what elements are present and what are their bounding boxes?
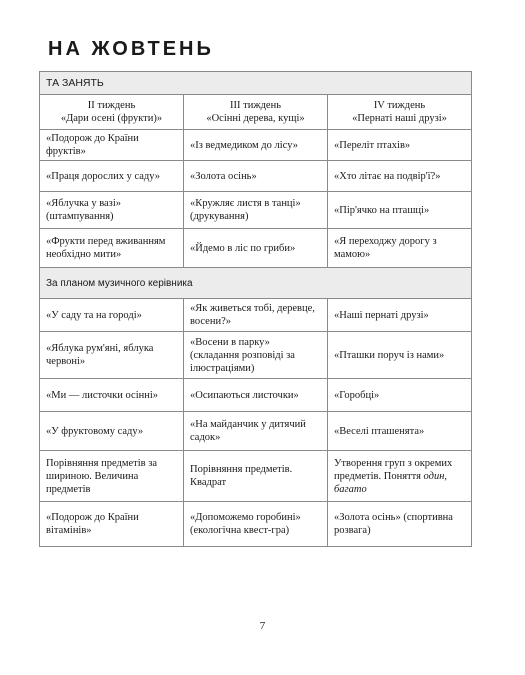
table-cell: «Фрукти перед вживанням необхідно мити»	[40, 229, 184, 268]
math-concepts-separator: ,	[444, 470, 448, 482]
page-number: 7	[259, 620, 266, 632]
music-note: За планом музичного керівника	[40, 268, 472, 299]
schedule-table	[39, 71, 472, 547]
week-header-3-label: III тиждень	[230, 100, 281, 111]
table-cell: «Пір'ячко на пташці»	[328, 192, 472, 229]
table-row	[40, 299, 472, 332]
table-cell: «Яблука рум'яні, яблука червоні»	[40, 332, 184, 379]
table-cell: «Горобці»	[328, 379, 472, 412]
table-cell: «Хто літає на подвір'ї?»	[328, 161, 472, 192]
table-cell: «Яблучка у вазі» (штампування)	[40, 192, 184, 229]
math-concept-one: один	[423, 470, 445, 482]
table-row	[40, 451, 472, 502]
table-cell: «Подорож до Країни вітамінів»	[40, 502, 184, 547]
table-cell: «Я переходжу дорогу з мамою»	[328, 229, 472, 268]
table-cell: «Допоможемо горобині» (екологічна квест-гра)	[184, 502, 328, 547]
table-cell: «Пташки поруч із нами»	[328, 332, 472, 379]
week-header-2	[40, 95, 184, 130]
table-cell: Порівняння предметів за шириною. Величина предметів	[40, 451, 184, 502]
week-header-2-label: II тиждень	[87, 100, 136, 111]
table-row	[40, 130, 472, 161]
table-title: ТА ЗАНЯТЬ	[40, 72, 472, 95]
table-cell: «Ми — листочки осінні»	[40, 379, 184, 412]
table-cell: «Праця дорослих у саду»	[40, 161, 184, 192]
table-cell: «У саду та на городі»	[40, 299, 184, 332]
week-header-2-theme: «Дари осені (фрукти)»	[60, 113, 163, 124]
table-cell: «Подорож до Країни фруктів»	[40, 130, 184, 161]
math-concept-many: багато	[334, 483, 367, 495]
table-cell: «Осипаються листочки»	[184, 379, 328, 412]
table-cell: «У фруктовому саду»	[40, 412, 184, 451]
week-header-4	[328, 95, 472, 130]
table-row	[40, 229, 472, 268]
week-header-3	[184, 95, 328, 130]
table-cell: «Золота осінь» (спортивна розвага)	[328, 502, 472, 547]
table-row	[40, 332, 472, 379]
table-cell: «Кружляє листя в танці» (друкування)	[184, 192, 328, 229]
week-header-4-label: IV тиждень	[373, 100, 426, 111]
table-cell: «Йдемо в ліс по гриби»	[184, 229, 328, 268]
table-row	[40, 161, 472, 192]
table-cell-math-concepts	[328, 451, 472, 502]
table-cell: «На майданчик у дитячий садок»	[184, 412, 328, 451]
table-row	[40, 412, 472, 451]
table-cell: Порівняння предметів. Квадрат	[184, 451, 328, 502]
page-heading: НА ЖОВТЕНЬ	[48, 38, 214, 60]
table-row	[40, 502, 472, 547]
table-cell: «Переліт птахів»	[328, 130, 472, 161]
table-cell: «Як живеться тобі, деревце, восени?»	[184, 299, 328, 332]
week-header-4-theme: «Пернаті наші друзі»	[352, 113, 447, 124]
table-cell: «Веселі пташенята»	[328, 412, 472, 451]
table-cell: «Із ведмедиком до лісу»	[184, 130, 328, 161]
table-row	[40, 192, 472, 229]
math-concepts-text: Утворення груп з окремих предметів. Поняття	[334, 457, 453, 482]
week-header-3-theme: «Осінні дерева, кущі»	[206, 113, 305, 124]
table-cell: «Восени в парку» (складання розповіді за ілюстраціями)	[184, 332, 328, 379]
table-cell: «Наші пернаті друзі»	[328, 299, 472, 332]
table-row	[40, 379, 472, 412]
table-cell: «Золота осінь»	[184, 161, 328, 192]
